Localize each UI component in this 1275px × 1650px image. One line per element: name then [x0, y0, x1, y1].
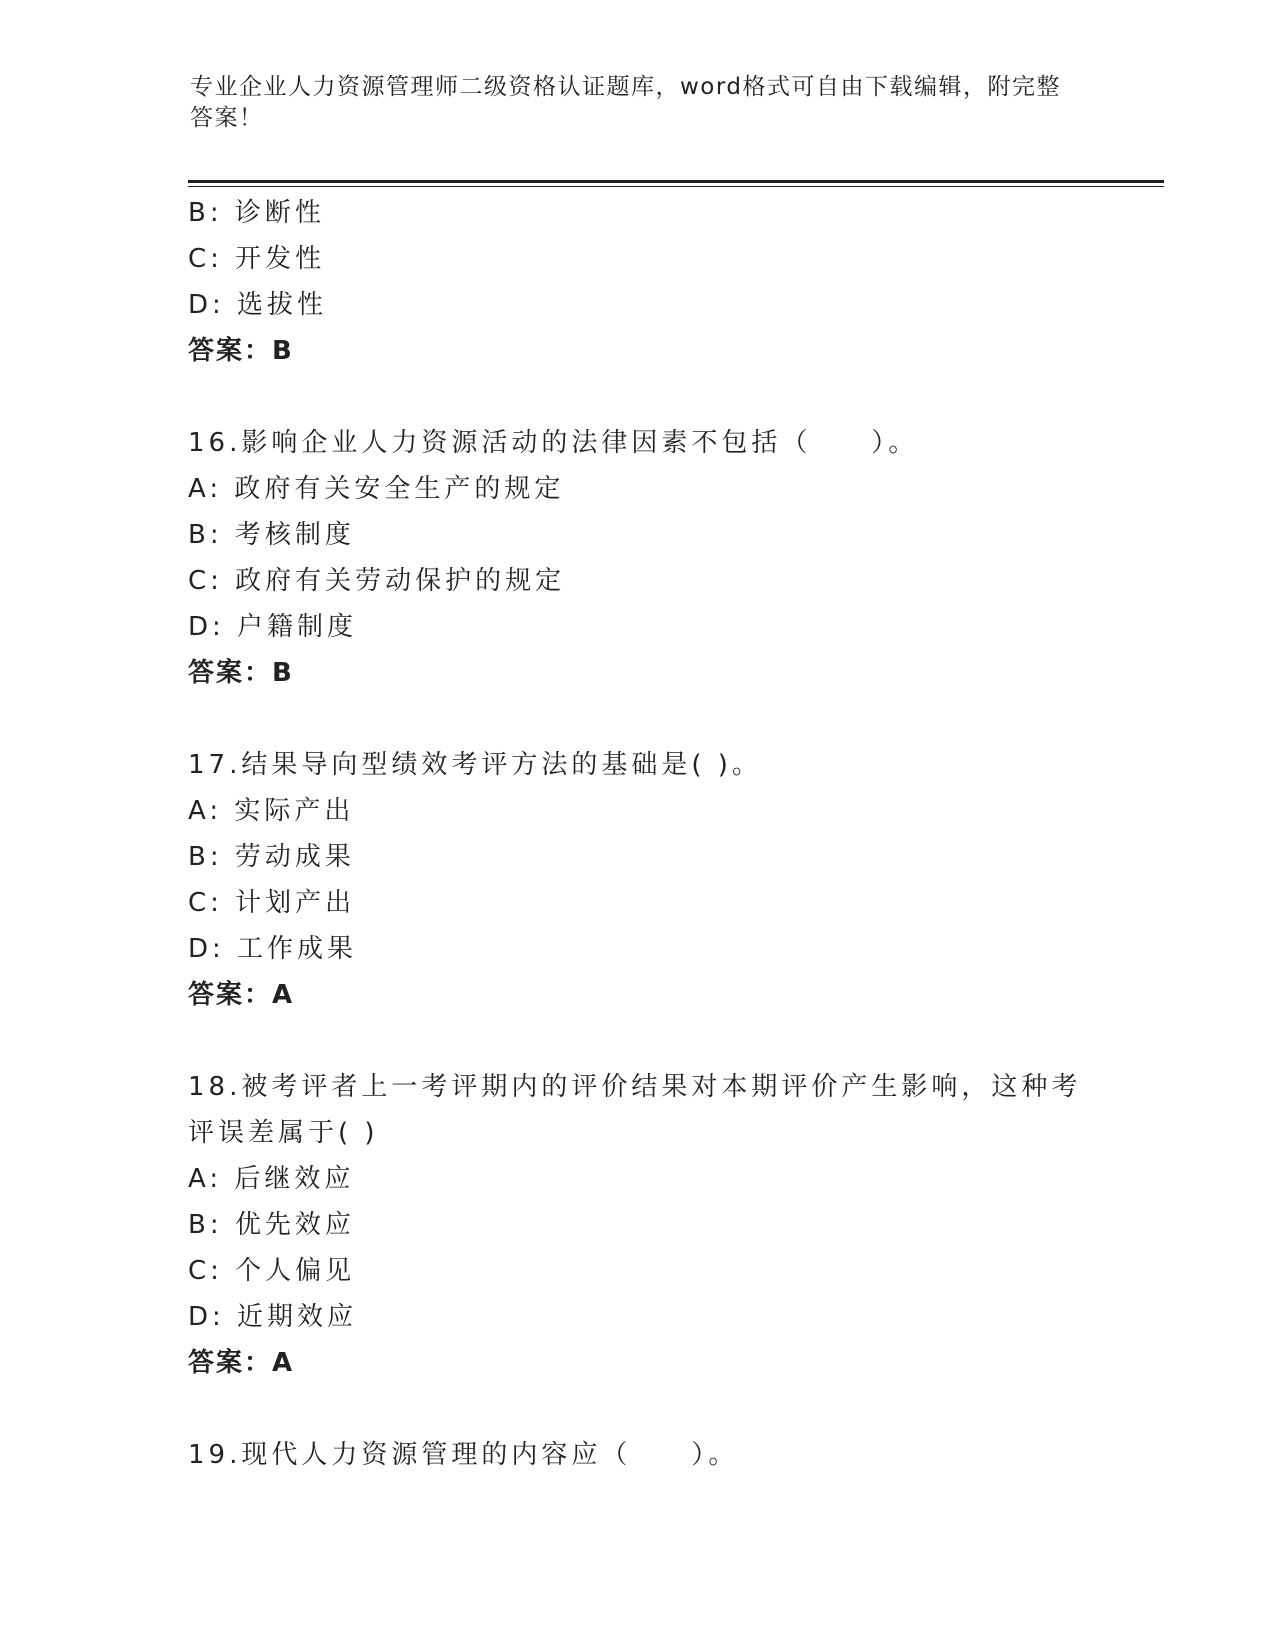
- option-b: B: 劳动成果: [188, 842, 355, 872]
- option-b: B: 诊断性: [188, 198, 325, 228]
- answer-line: 答案：A: [188, 1348, 295, 1378]
- option-d: D: 户籍制度: [188, 612, 358, 642]
- header-divider-thin: [188, 186, 1164, 187]
- question-list: [188, 190, 1088, 1478]
- header-divider: [188, 180, 1164, 183]
- option-b: B: 优先效应: [188, 1210, 355, 1240]
- answer-line: 答案：B: [188, 658, 294, 688]
- option-c: C: 开发性: [188, 244, 326, 274]
- option-a: A: 政府有关安全生产的规定: [188, 474, 565, 504]
- answer-line: 答案：B: [188, 336, 294, 366]
- option-d: D: 工作成果: [188, 934, 358, 964]
- option-b: B: 考核制度: [188, 520, 355, 550]
- question-18: 18.被考评者上一考评期内的评价结果对本期评价产生影响，这种考评误差属于( ): [188, 1072, 1082, 1148]
- option-c: C: 政府有关劳动保护的规定: [188, 566, 566, 596]
- option-c: C: 个人偏见: [188, 1256, 356, 1286]
- page-header: 专业企业人力资源管理师二级资格认证题库，word格式可自由下载编辑，附完整答案！: [190, 74, 1062, 131]
- option-d: D: 选拔性: [188, 290, 328, 320]
- question-19: 19.现代人力资源管理的内容应（ ）。: [188, 1440, 739, 1470]
- question-16: 16.影响企业人力资源活动的法律因素不包括（ ）。: [188, 428, 919, 458]
- option-c: C: 计划产出: [188, 888, 356, 918]
- option-a: A: 实际产出: [188, 796, 355, 826]
- option-a: A: 后继效应: [188, 1164, 355, 1194]
- option-d: D: 近期效应: [188, 1302, 358, 1332]
- question-17: 17.结果导向型绩效考评方法的基础是( )。: [188, 750, 762, 780]
- answer-line: 答案：A: [188, 980, 295, 1010]
